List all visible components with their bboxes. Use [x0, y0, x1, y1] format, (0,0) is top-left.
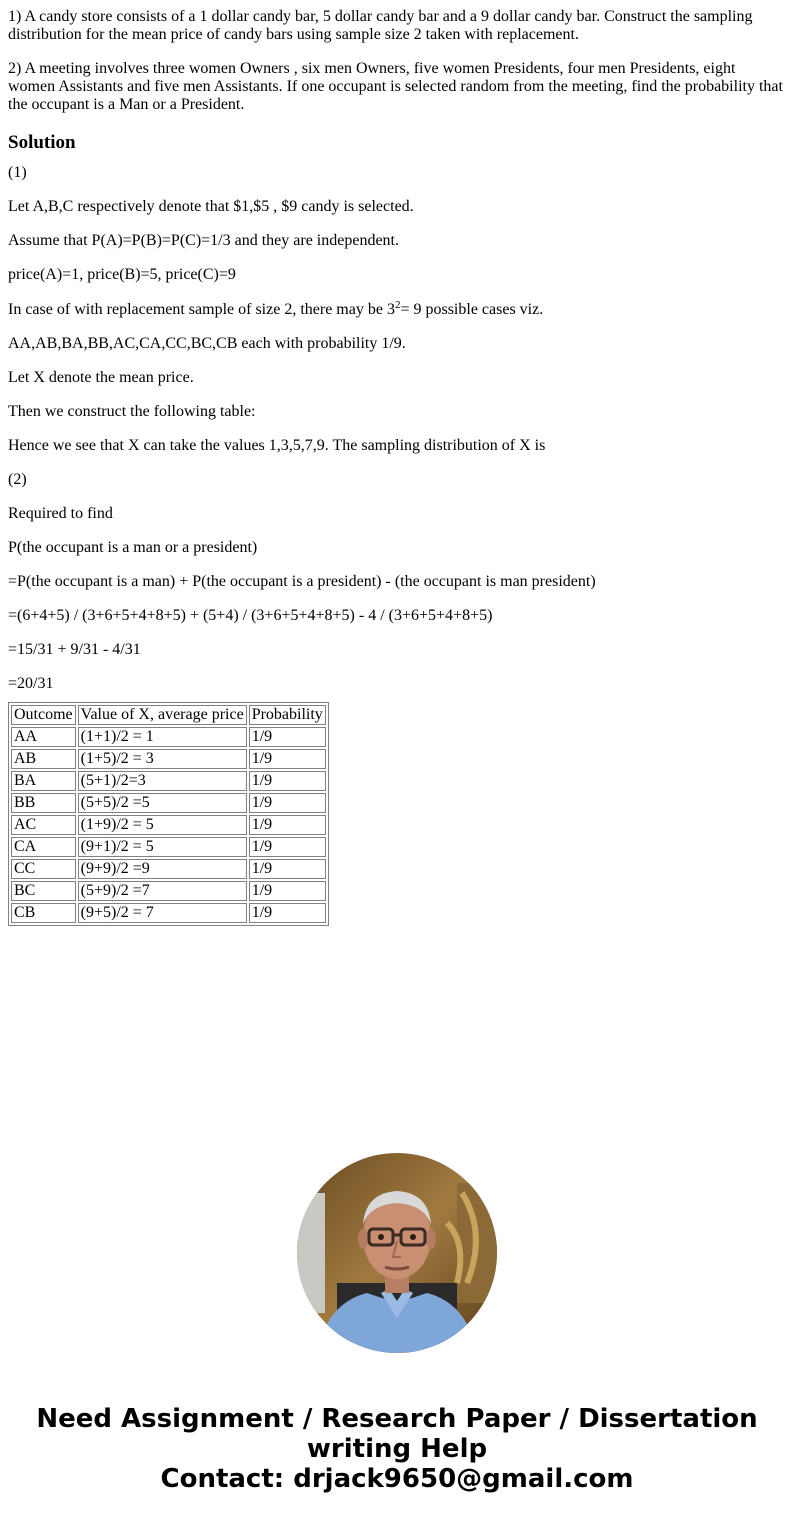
table-cell: 1/9: [249, 859, 326, 879]
table-row: [11, 837, 326, 857]
table-cell: 1/9: [249, 771, 326, 791]
banner-contact: Contact: drjack9650@gmail.com: [160, 1464, 634, 1494]
contact-banner: [0, 1404, 794, 1494]
table-cell: (1+9)/2 = 5: [78, 815, 247, 835]
table-row: [11, 793, 326, 813]
table-header-cell: Probability: [249, 705, 326, 725]
table-row: [11, 749, 326, 769]
table-row: [11, 771, 326, 791]
cases-line-text: In case of with replacement sample of size 2, there may be 3: [8, 301, 395, 318]
table-cell: (9+5)/2 = 7: [78, 903, 247, 923]
table-cell: BC: [11, 881, 76, 901]
table-row: [11, 859, 326, 879]
solution-line: Assume that P(A)=P(B)=P(C)=1/3 and they are independent.: [8, 232, 399, 249]
solution-line: (1): [8, 164, 27, 181]
table-cell: (9+9)/2 =9: [78, 859, 247, 879]
cases-line-text-end: = 9 possible cases viz.: [400, 301, 544, 318]
banner-line: writing Help: [306, 1434, 488, 1464]
solution-line: Let X denote the mean price.: [8, 369, 194, 386]
table-cell: CB: [11, 903, 76, 923]
solution-line: =20/31: [8, 675, 54, 692]
solution-line: Let A,B,C respectively denote that $1,$5 , $9 candy is selected.: [8, 198, 414, 215]
table-cell: (5+1)/2=3: [78, 771, 247, 791]
solution-line: AA,AB,BA,BB,AC,CA,CC,BC,CB each with probability 1/9.: [8, 335, 406, 352]
solution-line: Required to find: [8, 505, 113, 522]
table-cell: 1/9: [249, 837, 326, 857]
table-cell: AA: [11, 727, 76, 747]
table-cell: 1/9: [249, 793, 326, 813]
document-body: [8, 0, 786, 926]
table-header-cell: Value of X, average price: [78, 705, 247, 725]
solution-line: price(A)=1, price(B)=5, price(C)=9: [8, 266, 236, 283]
table-cell: (1+1)/2 = 1: [78, 727, 247, 747]
table-cell: (9+1)/2 = 5: [78, 837, 247, 857]
table-cell: 1/9: [249, 727, 326, 747]
question-1: 1) A candy store consists of a 1 dollar candy bar, 5 dollar candy bar and a 9 dollar candy bar. Construct the sampling distribution for the mean price of candy bars using sample size 2 taken with replacement.: [8, 8, 753, 43]
table-cell: 1/9: [249, 815, 326, 835]
cases-line-exponent: 2: [394, 299, 401, 311]
solution-line: =P(the occupant is a man) + P(the occupant is a president) - (the occupant is man president): [8, 573, 596, 590]
author-avatar: [297, 1153, 497, 1353]
solution-line: Then we construct the following table:: [8, 403, 256, 420]
table-cell: BA: [11, 771, 76, 791]
solution-line: =(6+4+5) / (3+6+5+4+8+5) + (5+4) / (3+6+5+4+8+5) - 4 / (3+6+5+4+8+5): [8, 607, 493, 624]
table-cell: (5+9)/2 =7: [78, 881, 247, 901]
table-cell: BB: [11, 793, 76, 813]
banner-line: Need Assignment / Research Paper / Dissertation: [36, 1404, 758, 1434]
solution-line: P(the occupant is a man or a president): [8, 539, 258, 556]
table-row: [11, 727, 326, 747]
cases-line: [8, 300, 786, 335]
solution-heading: Solution: [8, 132, 76, 153]
table-cell: (5+5)/2 =5: [78, 793, 247, 813]
table-cell: 1/9: [249, 749, 326, 769]
solution-line: Hence we see that X can take the values 1,3,5,7,9. The sampling distribution of X is: [8, 437, 546, 454]
table-cell: 1/9: [249, 881, 326, 901]
table-row: [11, 815, 326, 835]
table-header-row: [11, 705, 326, 725]
solution-line: =15/31 + 9/31 - 4/31: [8, 641, 141, 658]
table-row: [11, 881, 326, 901]
table-header-cell: Outcome: [11, 705, 76, 725]
table-cell: AB: [11, 749, 76, 769]
question-2: 2) A meeting involves three women Owners , six men Owners, five women Presidents, four men Presidents, eight women Assistants and five men Assistants. If one occupant is selected random from the meeting, find the probability that the occupant is a Man or a President.: [8, 60, 783, 113]
table-cell: AC: [11, 815, 76, 835]
distribution-table: [8, 702, 329, 926]
table-cell: 1/9: [249, 903, 326, 923]
table-cell: CA: [11, 837, 76, 857]
solution-line: (2): [8, 471, 27, 488]
table-row: [11, 903, 326, 923]
table-cell: CC: [11, 859, 76, 879]
person-photo-icon: [297, 1153, 497, 1353]
table-cell: (1+5)/2 = 3: [78, 749, 247, 769]
